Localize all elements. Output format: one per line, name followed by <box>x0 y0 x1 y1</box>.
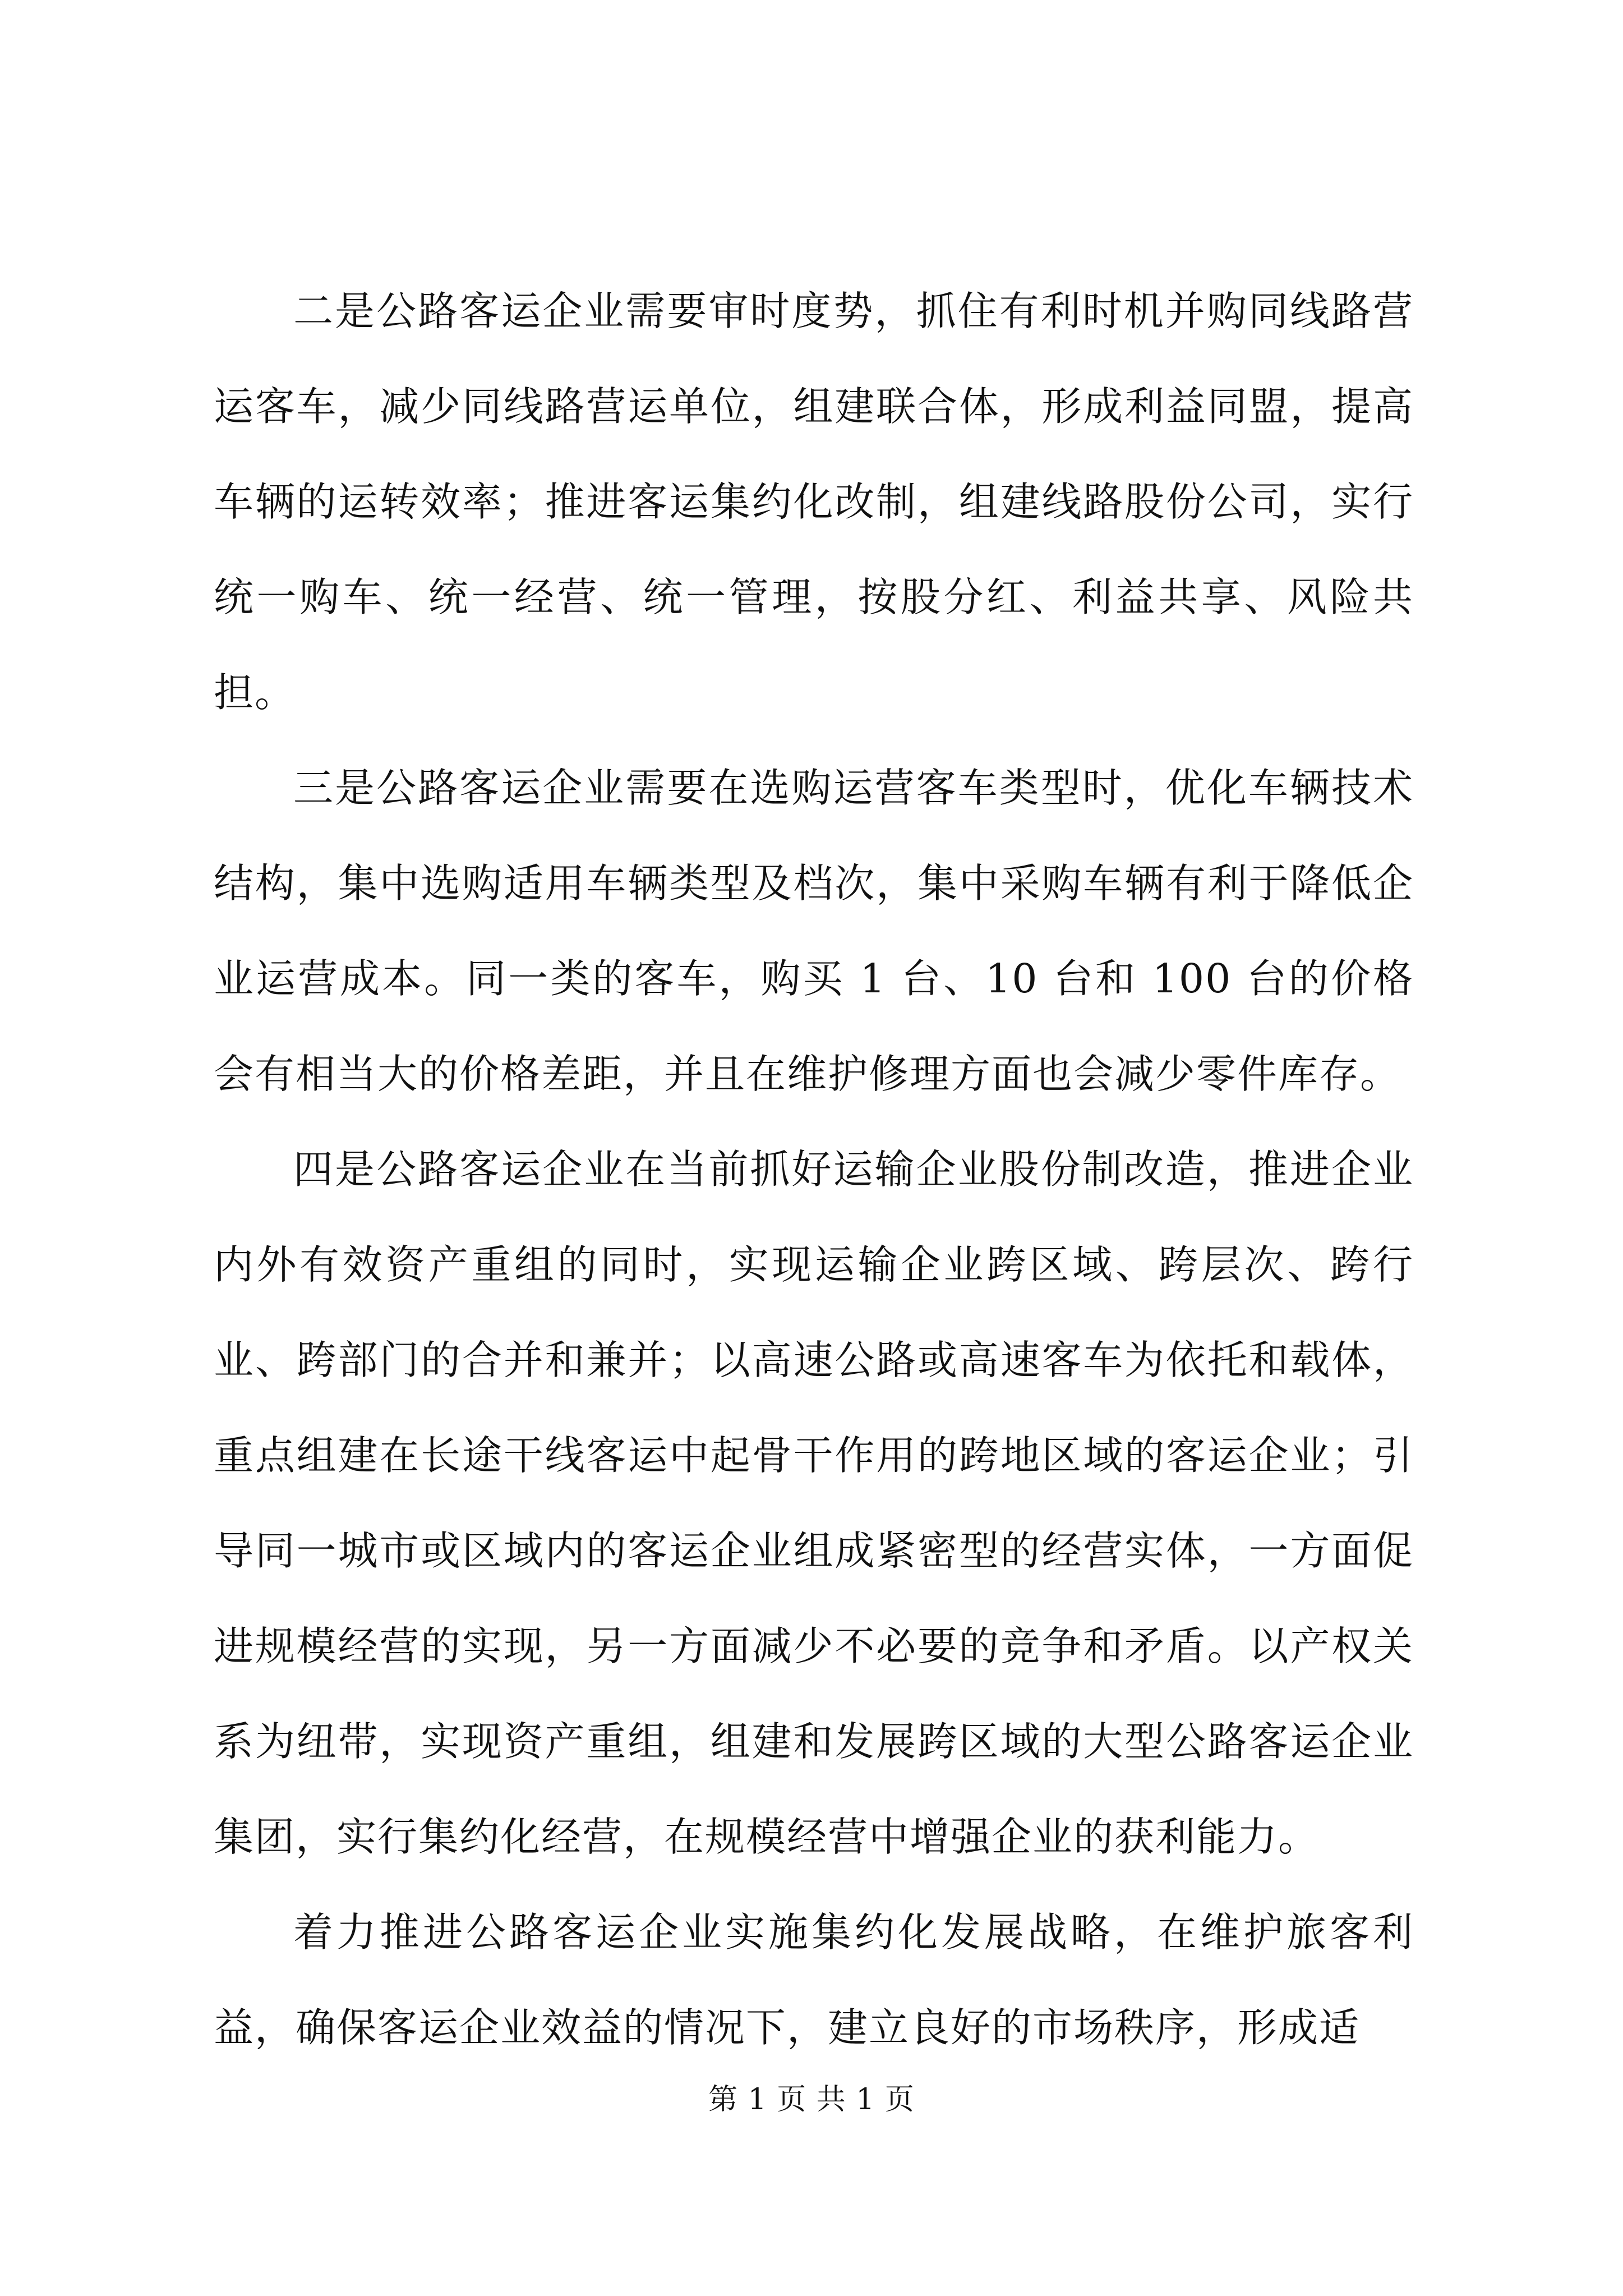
paragraph-3: 四是公路客运企业在当前抓好运输企业股份制改造，推进企业内外有效资产重组的同时，实现运输企业跨区域、跨层次、跨行业、跨部门的合并和兼并；以高速公路或高速客车为依托和载体，重点组建在长途干线客运中起骨干作用的跨地区域的客运企业；引导同一城市或区域内的客运企业组成紧密型的经营实体，一方面促进规模经营的实现，另一方面减少不必要的竞争和矛盾。以产权关系为纽带，实现资产重组，组建和发展跨区域的大型公路客运企业集团，实行集约化经营，在规模经营中增强企业的获利能力。 <box>214 1146 1414 1860</box>
document-body <box>214 264 1414 2076</box>
paragraph-4: 着力推进公路客运企业实施集约化发展战略，在维护旅客利益，确保客运企业效益的情况下，建立良好的市场秩序，形成适 <box>214 1909 1414 2051</box>
paragraph-1: 二是公路客运企业需要审时度势，抓住有利时机并购同线路营运客车，减少同线路营运单位，组建联合体，形成利益同盟，提高车辆的运转效率；推进客运集约化改制，组建线路股份公司，实行统一购车、统一经营、统一管理，按股分红、利益共享、风险共担。 <box>214 288 1414 716</box>
page-footer: 第 1 页 共 1 页 <box>708 2083 915 2116</box>
paragraph-2: 三是公路客运企业需要在选购运营客车类型时，优化车辆技术结构，集中选购适用车辆类型及档次，集中采购车辆有利于降低企业运营成本。同一类的客车，购买 1 台、10 台和 100 台的价格会有相当大的价格差距，并且在维护修理方面也会减少零件库存。 <box>214 765 1414 1097</box>
